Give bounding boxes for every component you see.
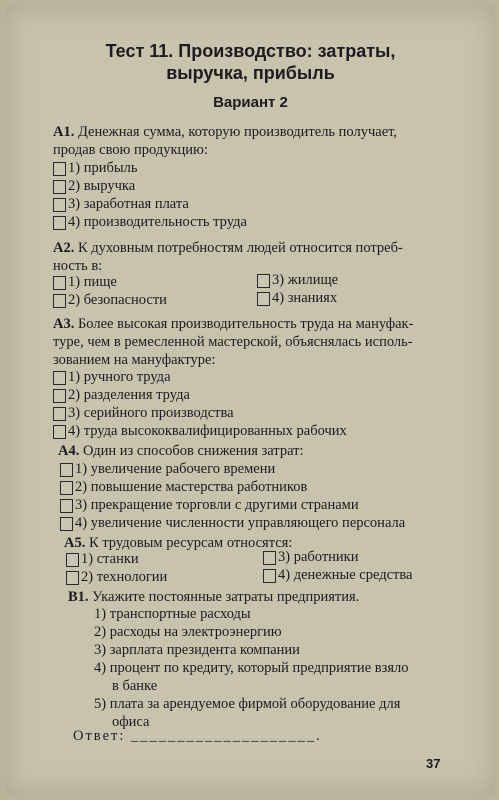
option-label: 3) жилище <box>272 272 339 288</box>
checkbox[interactable] <box>53 180 66 194</box>
list-item-cont: в банке <box>112 678 158 694</box>
option-label: 1) пище <box>68 274 117 290</box>
list-item: 1) транспортные расходы <box>94 606 251 622</box>
option-label: 1) ручного труда <box>68 369 171 385</box>
question-a2-cont: ность в: <box>53 258 103 274</box>
test-title-line-1: Тест 11. Производство: затраты, <box>105 41 396 61</box>
answer-option[interactable] <box>53 387 190 404</box>
question-text: Укажите постоянные затраты предприятия. <box>92 589 360 605</box>
checkbox[interactable] <box>60 499 73 513</box>
question-a1-cont: продав свою продукцию: <box>53 142 208 158</box>
option-label: 2) повышение мастерства работников <box>75 479 308 495</box>
answer-option[interactable] <box>53 369 171 386</box>
book-page <box>6 6 495 794</box>
checkbox[interactable] <box>53 371 66 385</box>
checkbox[interactable] <box>263 569 276 583</box>
test-sheet <box>6 6 495 794</box>
answer-option[interactable] <box>263 549 359 566</box>
option-label: 3) работники <box>278 549 359 565</box>
question-text: Более высокая производительность труда на мануфак- <box>77 316 414 332</box>
list-item: 4) процент по кредиту, который предприятие взяло <box>94 660 409 676</box>
answer-option[interactable] <box>53 160 137 177</box>
option-label: 1) прибыль <box>68 160 138 176</box>
option-label: 4) увеличение численности управляющего персонала <box>75 515 406 531</box>
option-label: 3) прекращение торговли с другими странами <box>75 497 359 513</box>
answer-option[interactable] <box>53 292 167 309</box>
option-label: 4) денежные средства <box>278 567 413 583</box>
list-item: 5) плата за арендуемое фирмой оборудование для <box>94 696 401 712</box>
list-item: 2) расходы на электроэнергию <box>94 624 282 640</box>
checkbox[interactable] <box>60 463 73 477</box>
question-a3-cont: зованием на мануфактуре: <box>53 352 216 368</box>
checkbox[interactable] <box>263 551 276 565</box>
answer-option[interactable] <box>53 214 247 231</box>
question-a2 <box>53 239 473 257</box>
answer-option[interactable] <box>257 272 338 289</box>
list-item: 3) зарплата президента компании <box>94 642 300 658</box>
answer-option[interactable] <box>263 567 412 584</box>
checkbox[interactable] <box>53 276 66 290</box>
answer-option[interactable] <box>66 569 167 586</box>
option-label: 2) технологии <box>81 569 168 585</box>
answer-line[interactable]: Ответ: ____________________. <box>73 728 322 744</box>
answer-option[interactable] <box>257 290 337 307</box>
question-number: А3. <box>53 316 75 332</box>
answer-option[interactable] <box>53 196 189 213</box>
question-number: В1. <box>68 589 89 605</box>
answer-option[interactable] <box>53 178 135 195</box>
answer-option[interactable] <box>66 551 139 568</box>
checkbox[interactable] <box>53 216 66 230</box>
option-label: 2) выручка <box>68 178 136 194</box>
test-title-line-2: выручка, прибыль <box>166 63 335 83</box>
question-number: А2. <box>53 240 75 256</box>
question-a3 <box>53 315 483 333</box>
page-number: 37 <box>426 756 441 771</box>
answer-option[interactable] <box>60 479 307 496</box>
checkbox[interactable] <box>257 274 270 288</box>
answer-option[interactable] <box>60 515 405 532</box>
option-label: 3) заработная плата <box>68 196 189 212</box>
checkbox[interactable] <box>66 553 79 567</box>
question-b1 <box>68 588 468 606</box>
checkbox[interactable] <box>53 425 66 439</box>
option-label: 4) труда высококвалифицированных рабочих <box>68 423 347 439</box>
checkbox[interactable] <box>60 481 73 495</box>
option-label: 1) увеличение рабочего времени <box>75 461 276 477</box>
option-label: 4) знаниях <box>272 290 338 306</box>
answer-option[interactable] <box>53 405 234 422</box>
checkbox[interactable] <box>53 407 66 421</box>
question-text: Денежная сумма, которую производитель получает, <box>77 124 398 140</box>
answer-option[interactable] <box>53 423 347 440</box>
checkbox[interactable] <box>53 389 66 403</box>
option-label: 3) серийного производства <box>68 405 234 421</box>
option-label: 2) разделения труда <box>68 387 190 403</box>
checkbox[interactable] <box>60 517 73 531</box>
question-text: К духовным потребностям людей относится потреб- <box>77 240 403 256</box>
answer-option[interactable] <box>53 274 117 291</box>
list-item-cont: офиса <box>112 714 150 730</box>
answer-option[interactable] <box>60 461 275 478</box>
checkbox[interactable] <box>257 292 270 306</box>
question-text: Один из способов снижения затрат: <box>82 443 304 459</box>
variant-heading: Вариант 2 <box>213 94 288 111</box>
question-number: А4. <box>58 443 80 459</box>
option-label: 1) станки <box>81 551 139 567</box>
question-number: А5. <box>64 535 86 551</box>
answer-option[interactable] <box>60 497 359 514</box>
question-a3-cont: туре, чем в ремесленной мастерской, объяснялась исполь- <box>53 334 413 350</box>
question-text: К трудовым ресурсам относятся: <box>88 535 293 551</box>
checkbox[interactable] <box>53 162 66 176</box>
option-label: 4) производительность труда <box>68 214 247 230</box>
checkbox[interactable] <box>66 571 79 585</box>
checkbox[interactable] <box>53 294 66 308</box>
option-label: 2) безопасности <box>68 292 167 308</box>
checkbox[interactable] <box>53 198 66 212</box>
question-number: А1. <box>53 124 75 140</box>
question-a1 <box>53 123 473 141</box>
question-a4 <box>58 442 478 460</box>
